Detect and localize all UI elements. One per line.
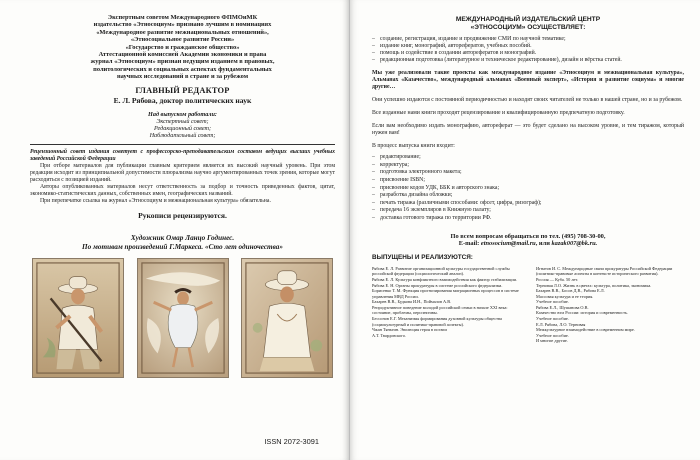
service-item: – помощь и содействие в создании авторефератов и монографий. (372, 50, 684, 57)
contact-block (372, 233, 684, 248)
painting-woman-with-hat (241, 258, 333, 378)
published-column-left (372, 266, 520, 344)
email-link-primary[interactable]: etnosocium@mail.ru (480, 240, 536, 248)
header-line: журнал «Этносоциум» признан ведущим изданием в правовых, (90, 58, 275, 66)
header-line: «Международное развитие межнациональных отношений», (96, 28, 269, 36)
process-item: – разработка дизайна обложки; (372, 192, 684, 200)
header-line: «Государство и гражданское общество» (125, 43, 240, 51)
artist-name: Художник Омар Ланцо Годинес. (130, 234, 235, 243)
publication-item: Рябова Е. Л. Культура конфликтного взаимодействия как фактор стабилизации. (372, 276, 518, 282)
worked-on-issue (30, 111, 335, 140)
process-item: – доставка готового тиража по территории РФ. (372, 215, 684, 223)
painting-flying-woman (137, 258, 229, 378)
process-title: В процесс выпуска книги входит: (372, 143, 455, 150)
contact-email-line (372, 240, 684, 248)
services-list (372, 36, 684, 64)
worked-item: Наблюдательный совет; (149, 132, 216, 140)
projects-paragraph: Мы уже реализовали такие проекты как международное издание «Этносоциум и межнациональная культура», Альманах «Казачество», международный альманах «Военный эксперт», «История и развитие социума» и многие другие… (372, 70, 684, 91)
editor-title: ГЛАВНЫЙ РЕДАКТОР (135, 85, 230, 95)
header-line: научных исследований в стране и за рубежом (116, 73, 249, 81)
worked-title: Над выпуском работали: (148, 110, 217, 118)
process-item: – корректура; (372, 162, 684, 170)
publication-item: Игнатов И. С. Международные связи прокуратуры Российской Федерации (политико-правовые аспекты в контексте исторического развития). (536, 265, 673, 277)
process-item: – печать тиража (различными способами: офсет, цифра, ризограф); (372, 200, 684, 208)
center-title-line: МЕЖДУНАРОДНЫЙ ИЗДАТЕЛЬСКИЙ ЦЕНТР (455, 16, 601, 23)
process-item: – передача 16 экземпляров в Книжную палату; (372, 207, 684, 215)
review-paragraph: Все изданные нами книги проходят рецензирование и квалифицированную предпечатную подготовку. (372, 110, 625, 117)
header-line: «Этносоциальное развитие России» (130, 36, 235, 44)
email-label: E-mail: (458, 240, 481, 248)
published-column-right (536, 266, 684, 344)
publication-item: Массовая культура и ее теория. (536, 293, 594, 299)
artist-caption (30, 234, 335, 251)
publication-item: И многие другие. (536, 338, 568, 344)
worked-item: Экспертный совет; (156, 117, 209, 125)
contact-phone: По всем вопросам обращаться по тел. (495) 708-30-00, (450, 232, 606, 240)
header-line: политологических и социальных аспектах фундаментальных (93, 65, 272, 73)
published-list (372, 266, 684, 344)
worked-item: Редакционный совет; (153, 125, 212, 133)
publication-item: Рябова Е. Л. Развитие организационной культуры государственной службы российской федерации (социологический анализ). (372, 265, 510, 277)
publication-item: Рябова Е. Н. Органы прокуратуры в системе российского федерализма. (372, 282, 503, 288)
header-line: издательство «Этносоциум» признано лучшим в номинациях (93, 21, 272, 29)
awards-header (30, 14, 335, 81)
service-item: – создание, регистрация, издание и продвижение СМИ по научной тематике; (372, 36, 684, 43)
publication-item: Учебное пособие. (536, 332, 569, 338)
center-title (372, 16, 684, 31)
service-item: – издание книг, монографий, авторефератов, учебных пособий. (372, 43, 684, 50)
publication-item: Бессонов Е.Г. Механизмы формирования духовной культуры общества (социокультурный и политико-правовой аспекты). (372, 316, 502, 327)
artist-motif: По мотивам произведений Г.Маркеса. «Сто лет одиночества» (81, 243, 283, 252)
header-line: Экспертным советом Международного ФПМОиМК (107, 14, 258, 21)
publication-item: Терновая Л.О. Жизнь в цветах: культура, политика, экономика. (536, 282, 652, 288)
authors-paragraph: Авторы опубликованных материалов несут ответственность за подбор и точность приведенных фактов, цитат, экономико-статистических данных, собственных имен, географических названий. (30, 184, 335, 198)
issn-number: ISSN 2072-3091 (264, 437, 319, 446)
published-title: ВЫПУЩЕНЫ И РЕАЛИЗУЮТСЯ: (372, 253, 473, 261)
publication-item: Рябова Е.Л., Шушанова О.В. (536, 304, 589, 310)
manuscripts-reviewed: Рукописи рецензируются. (138, 211, 227, 221)
painting-man-with-rifle (32, 258, 124, 378)
publication-item: Казачество юга России: история и современность. (536, 310, 628, 316)
header-line: Аттестационной комиссией Академии экономики и права (98, 51, 267, 59)
publication-item: Репродуктивное поведение молодой российской семьи в начале XXI века: состояние, проблемы, перспективы. (372, 304, 508, 316)
publish-offer-paragraph: Если вам необходимо издать монографию, автореферат — это будет сделано на высоком уровне, и тем тиражом, который нужен вам! (372, 123, 684, 137)
process-item: – присвоение кодов УДК, ББК и авторского знака; (372, 185, 684, 193)
publication-item: Учебное пособие. (536, 299, 569, 305)
process-item: – редактирование; (372, 154, 684, 162)
email-separator: , или (535, 240, 552, 248)
publication-item: Чжан Тяньтин. Эволюция героя в поэзии (372, 327, 447, 333)
email-link-secondary[interactable]: kazak007@bk.ru. (551, 240, 598, 248)
publication-item: Бахарев В.В., Будкова И.Н., Поймалов А.В. (372, 299, 452, 305)
paintings-row (30, 258, 335, 378)
publication-item: А.Т. Твардовского. (372, 332, 407, 338)
recommendation-text: Рецензионный совет издания советует с профессорско-преподавательским составом ведущих высших учебных заведений Российской Федерации (30, 149, 335, 163)
right-page (350, 0, 700, 460)
publication-item: Е.Л. Рябова, Л.О. Терновая (536, 321, 586, 327)
process-list (372, 154, 684, 222)
center-title-line: «ЭТНОСОЦИУМ» ОСУЩЕСТВЛЯЕТ: (470, 23, 586, 31)
publication-item: Бахарев В.В., Босов Д.В., Рябова Е.Л. (536, 288, 605, 294)
process-item: – подготовка электронного макета; (372, 169, 684, 177)
service-item: – редакционная подготовка (литературное и техническое редактирование), дизайн и вёрстка статей. (372, 57, 684, 64)
publication-item: Борисенко Т. М. Функция прогнозирования миграционных процессов в системе управления МВД России. (372, 288, 519, 299)
selection-paragraph: При отборе материалов для публикации главным критерием является их высокий научный уровень. При этом редакция исходит из принципиальной допустимости плюрализма научно аргументированных точек зрения, которые могут расходиться с позицией изданий. (30, 163, 335, 184)
publication-item: Учебное пособие. (536, 316, 569, 322)
process-item: – присвоение ISBN; (372, 177, 684, 185)
reprint-paragraph: При перепечатке ссылка на журнал «Этносоциум и межнациональная культура» обязательна. (40, 198, 271, 205)
editor-name: Е. Л. Рябова, доктор политических наук (113, 95, 252, 105)
success-paragraph: Они успешно издаются с постоянной периодичностью и находят своих читателей не только в нашей стране, но и за рубежом. (372, 97, 683, 104)
publication-item: Межкультурное взаимодействие в современном мире. (536, 327, 635, 333)
divider (30, 144, 335, 145)
publication-item: Россия — Куба. 50 лет. (536, 276, 579, 282)
